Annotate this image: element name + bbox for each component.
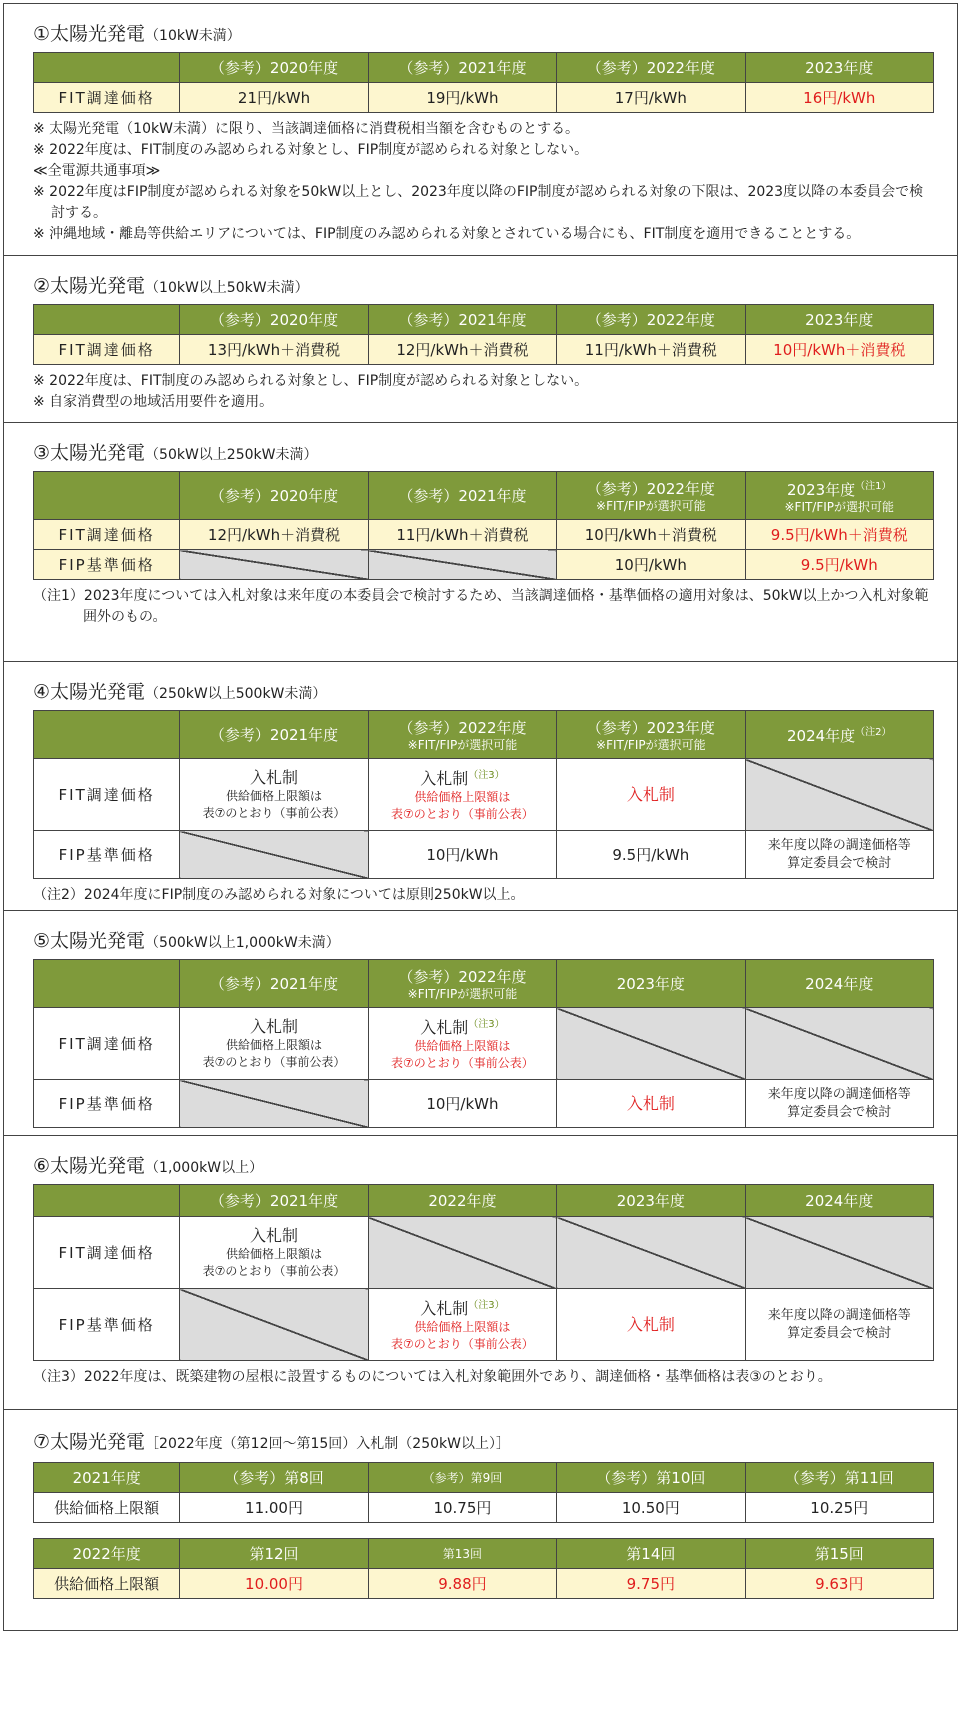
header-cell: 第13回	[368, 1539, 556, 1569]
row-label: FIP基準価格	[34, 1080, 180, 1128]
header-cell	[368, 960, 556, 1008]
bid-note: 供給価格上限額は	[414, 1320, 511, 1334]
note: ≪全電源共通事項≫	[33, 163, 161, 179]
row-label: FIT調達価格	[34, 1008, 180, 1080]
not-applicable-cell	[180, 550, 368, 580]
note: （注3）2022年度は、既築建物の屋根に設置するものについては入札対象範囲外であり、調達価格・基準価格は表③のとおり。	[33, 1369, 832, 1385]
future-cell	[745, 831, 933, 879]
header-cell	[745, 472, 933, 520]
notes	[33, 113, 930, 255]
bid-note: 供給価格上限額は	[226, 1037, 323, 1052]
row-label: 供給価格上限額	[34, 1493, 180, 1523]
value-cell: 10.00円	[180, 1569, 368, 1599]
row-label: FIT調達価格	[34, 520, 180, 550]
price-table	[33, 959, 934, 1128]
note: ※ 2022年度は、FIT制度のみ認められる対象とし、FIP制度が認められる対象としない。	[33, 142, 589, 158]
not-applicable-cell	[557, 1008, 745, 1080]
header-text: （参考）2022年度	[398, 719, 527, 737]
header-cell: （参考）2021年度	[180, 1185, 368, 1217]
header-cell	[34, 1185, 180, 1217]
header-text: 2023年度	[786, 481, 856, 499]
section-7	[4, 1410, 957, 1630]
table-row	[34, 520, 934, 550]
note-ref: （注1）	[855, 481, 892, 492]
row-label: FIT調達価格	[34, 83, 180, 113]
header-subtext: ※FIT/FIPが選択可能	[407, 738, 518, 752]
header-text: （参考）2023年度	[586, 719, 715, 737]
bid-cell	[368, 759, 556, 831]
header-cell: 2022年度	[34, 1539, 180, 1569]
future-cell	[745, 1080, 933, 1128]
section-2	[4, 256, 957, 423]
title-sub: （10kW未満）	[145, 28, 241, 44]
value-cell: 10円/kWh	[368, 1080, 556, 1128]
not-applicable-cell	[745, 1217, 933, 1289]
table-header-row	[34, 1539, 934, 1569]
note-ref: （注3）	[468, 770, 505, 781]
title-sub: （1,000kW以上）	[145, 1160, 264, 1176]
title-text: ①太陽光発電	[33, 23, 146, 45]
header-cell: （参考）2020年度	[180, 53, 368, 83]
header-cell	[34, 53, 180, 83]
note: ※ 自家消費型の地域活用要件を適用。	[33, 394, 274, 410]
header-cell	[34, 472, 180, 520]
title-sub: （500kW以上1,000kW未満）	[145, 935, 340, 951]
value-cell: 21円/kWh	[180, 83, 368, 113]
section-1	[4, 4, 957, 256]
bid-cap-table-2021	[33, 1462, 934, 1523]
notes	[33, 580, 930, 638]
title-text: ③太陽光発電	[33, 442, 146, 464]
section-3	[4, 423, 957, 662]
table-row	[34, 1080, 934, 1128]
header-cell: 2024年度	[745, 1185, 933, 1217]
value-cell: 10円/kWh	[557, 550, 745, 580]
value-cell: 11円/kWh＋消費税	[557, 335, 745, 365]
header-cell: （参考）2021年度	[368, 53, 556, 83]
header-cell	[34, 305, 180, 335]
title-sub: （10kW以上50kW未満）	[145, 280, 309, 296]
section-title	[33, 1136, 930, 1184]
bid-note: 表⑦のとおり（事前公表）	[202, 1263, 346, 1278]
table-header-row	[34, 1185, 934, 1217]
header-cell: （参考）2020年度	[180, 305, 368, 335]
bid-text: 入札制	[420, 1299, 469, 1318]
value-cell: 10円/kWh＋消費税	[745, 335, 933, 365]
value-cell: 11.00円	[180, 1493, 368, 1523]
note: ※ 沖縄地域・離島等供給エリアについては、FIP制度のみ認められる対象とされている場合にも、FIT制度を適用できることとする。	[33, 226, 861, 242]
bid-note: 表⑦のとおり（事前公表）	[391, 1337, 534, 1351]
header-cell	[557, 711, 745, 759]
title-text: ④太陽光発電	[33, 681, 146, 703]
bid-cell	[180, 759, 368, 831]
note: ※ 2022年度はFIP制度が認められる対象を50kW以上とし、2023年度以降のFIP制度が認められる対象の下限は、2023度以降の本委員会で検討する。	[33, 184, 924, 221]
future-text: 来年度以降の調達価格等	[767, 837, 911, 853]
header-text: 2024年度	[786, 727, 856, 745]
header-text: （参考）2022年度	[586, 480, 715, 498]
row-label: FIT調達価格	[34, 1217, 180, 1289]
bid-text: 入札制	[250, 767, 299, 787]
value-cell: 12円/kWh＋消費税	[368, 335, 556, 365]
table-row	[34, 831, 934, 879]
value-cell: 10.50円	[557, 1493, 745, 1523]
future-text: 算定委員会で検討	[787, 1104, 892, 1120]
value-cell: 10円/kWh	[368, 831, 556, 879]
header-cell: （参考）2020年度	[180, 472, 368, 520]
header-subtext: ※FIT/FIPが選択可能	[596, 499, 706, 513]
header-cell: 2023年度	[745, 305, 933, 335]
row-label: FIP基準価格	[34, 1289, 180, 1361]
price-table	[33, 52, 934, 113]
bid-text: 入札制	[420, 1018, 469, 1037]
header-cell: （参考）第10回	[557, 1463, 745, 1493]
table-row	[34, 759, 934, 831]
header-cell: （参考）第8回	[180, 1463, 368, 1493]
price-table	[33, 304, 934, 365]
not-applicable-cell	[745, 1008, 933, 1080]
section-title	[33, 256, 930, 304]
header-text: （参考）2022年度	[398, 968, 527, 986]
table-row	[34, 1008, 934, 1080]
table-row	[34, 83, 934, 113]
title-sub: ［2022年度（第12回～第15回）入札制（250kW以上）］	[145, 1436, 510, 1452]
header-cell	[745, 711, 933, 759]
future-text: 来年度以降の調達価格等	[767, 1307, 911, 1323]
table-row	[34, 550, 934, 580]
bid-note: 供給価格上限額は	[226, 788, 323, 803]
header-cell: 第15回	[745, 1539, 933, 1569]
price-table	[33, 471, 934, 580]
bid-cell	[557, 1080, 745, 1128]
future-text: 来年度以降の調達価格等	[767, 1086, 911, 1102]
value-cell: 13円/kWh＋消費税	[180, 335, 368, 365]
section-5	[4, 911, 957, 1136]
row-label: FIP基準価格	[34, 550, 180, 580]
header-subtext: ※FIT/FIPが選択可能	[596, 738, 706, 752]
bid-text: 入札制	[250, 1016, 299, 1036]
table-header-row	[34, 472, 934, 520]
future-text: 算定委員会で検討	[787, 1325, 892, 1341]
header-cell: 第12回	[180, 1539, 368, 1569]
bid-text: 入札制	[626, 1093, 675, 1113]
header-cell: 2023年度	[745, 53, 933, 83]
document-frame	[3, 3, 958, 1631]
bid-cell	[557, 759, 745, 831]
not-applicable-cell	[180, 1080, 368, 1128]
future-text: 算定委員会で検討	[787, 855, 892, 871]
value-cell: 16円/kWh	[745, 83, 933, 113]
table-header-row	[34, 305, 934, 335]
header-cell: （参考）2021年度	[368, 472, 556, 520]
value-cell: 9.63円	[745, 1569, 933, 1599]
title-text: ⑦太陽光発電	[33, 1431, 146, 1453]
value-cell: 10円/kWh＋消費税	[557, 520, 745, 550]
section-6	[4, 1136, 957, 1410]
table-header-row	[34, 1463, 934, 1493]
note: （注1）2023年度については入札対象は来年度の本委員会で検討するため、当該調達価格・基準価格の適用対象は、50kW以上かつ入札対象範囲外のもの。	[33, 588, 929, 625]
section-title	[33, 662, 930, 710]
title-sub: （50kW以上250kW未満）	[145, 447, 318, 463]
table-row	[34, 1289, 934, 1361]
value-cell: 9.75円	[557, 1569, 745, 1599]
header-cell: 2023年度	[557, 960, 745, 1008]
value-cell: 12円/kWh＋消費税	[180, 520, 368, 550]
bid-cap-table-2022	[33, 1538, 934, 1599]
value-cell: 17円/kWh	[557, 83, 745, 113]
not-applicable-cell	[745, 759, 933, 831]
bid-text: 入札制	[250, 1225, 299, 1245]
header-cell: （参考）2022年度	[557, 305, 745, 335]
title-text: ⑥太陽光発電	[33, 1155, 146, 1177]
bid-text: 入札制	[626, 1314, 675, 1334]
table-row	[34, 1217, 934, 1289]
title-text: ②太陽光発電	[33, 275, 146, 297]
header-cell: 2021年度	[34, 1463, 180, 1493]
section-title	[33, 911, 930, 959]
price-table	[33, 710, 934, 879]
header-cell: （参考）2021年度	[180, 711, 368, 759]
note-ref: （注3）	[468, 1300, 505, 1311]
section-title	[33, 423, 930, 471]
section-title	[33, 4, 930, 52]
header-subtext: ※FIT/FIPが選択可能	[784, 500, 895, 514]
header-cell: （参考）2021年度	[368, 305, 556, 335]
note: （注2）2024年度にFIP制度のみ認められる対象については原則250kW以上。	[33, 887, 525, 903]
value-cell: 9.88円	[368, 1569, 556, 1599]
table-row	[34, 1493, 934, 1523]
not-applicable-cell	[180, 1289, 368, 1361]
value-cell: 9.5円/kWh	[557, 831, 745, 879]
bid-text: 入札制	[420, 769, 469, 788]
value-cell: 9.5円/kWh	[745, 550, 933, 580]
table-header-row	[34, 960, 934, 1008]
value-cell: 9.5円/kWh＋消費税	[745, 520, 933, 550]
not-applicable-cell	[368, 1217, 556, 1289]
value-cell: 10.75円	[368, 1493, 556, 1523]
header-cell	[34, 960, 180, 1008]
header-cell: （参考）第11回	[745, 1463, 933, 1493]
bid-note: 表⑦のとおり（事前公表）	[391, 1056, 534, 1070]
table-header-row	[34, 53, 934, 83]
bid-note: 表⑦のとおり（事前公表）	[202, 805, 346, 820]
header-cell: 2024年度	[745, 960, 933, 1008]
not-applicable-cell	[368, 550, 556, 580]
not-applicable-cell	[557, 1217, 745, 1289]
header-cell	[34, 711, 180, 759]
bid-cell	[368, 1008, 556, 1080]
table-row	[34, 335, 934, 365]
header-cell: （参考）2021年度	[180, 960, 368, 1008]
value-cell: 10.25円	[745, 1493, 933, 1523]
notes	[33, 365, 930, 423]
header-cell: 第14回	[557, 1539, 745, 1569]
section-title	[33, 1410, 930, 1462]
table-row	[34, 1569, 934, 1599]
header-subtext: ※FIT/FIPが選択可能	[407, 987, 518, 1001]
title-sub: （250kW以上500kW未満）	[145, 686, 327, 702]
note-ref: （注3）	[468, 1019, 505, 1030]
bid-cell	[180, 1008, 368, 1080]
bid-cell	[180, 1217, 368, 1289]
value-cell: 11円/kWh＋消費税	[368, 520, 556, 550]
section-4	[4, 662, 957, 911]
header-cell: 2022年度	[368, 1185, 556, 1217]
not-applicable-cell	[180, 831, 368, 879]
bid-note: 表⑦のとおり（事前公表）	[202, 1054, 346, 1069]
row-label: 供給価格上限額	[34, 1569, 180, 1599]
note: ※ 太陽光発電（10kW未満）に限り、当該調達価格に消費税相当額を含むものとする。	[33, 121, 579, 137]
header-cell	[557, 472, 745, 520]
notes	[33, 1361, 930, 1398]
table-header-row	[34, 711, 934, 759]
bid-note: 供給価格上限額は	[414, 1039, 511, 1053]
note: ※ 2022年度は、FIT制度のみ認められる対象とし、FIP制度が認められる対象としない。	[33, 373, 589, 389]
header-cell: （参考）第9回	[368, 1463, 556, 1493]
bid-cell	[368, 1289, 556, 1361]
row-label: FIP基準価格	[34, 831, 180, 879]
header-cell	[368, 711, 556, 759]
value-cell: 19円/kWh	[368, 83, 556, 113]
future-cell	[745, 1289, 933, 1361]
note-ref: （注2）	[855, 727, 892, 738]
bid-note: 供給価格上限額は	[414, 790, 511, 804]
bid-text: 入札制	[626, 784, 675, 804]
title-text: ⑤太陽光発電	[33, 930, 146, 952]
header-cell: （参考）2022年度	[557, 53, 745, 83]
row-label: FIT調達価格	[34, 759, 180, 831]
bid-note: 供給価格上限額は	[226, 1246, 323, 1261]
bid-cell	[557, 1289, 745, 1361]
bid-note: 表⑦のとおり（事前公表）	[391, 807, 534, 821]
price-table	[33, 1184, 934, 1361]
row-label: FIT調達価格	[34, 335, 180, 365]
header-cell: 2023年度	[557, 1185, 745, 1217]
